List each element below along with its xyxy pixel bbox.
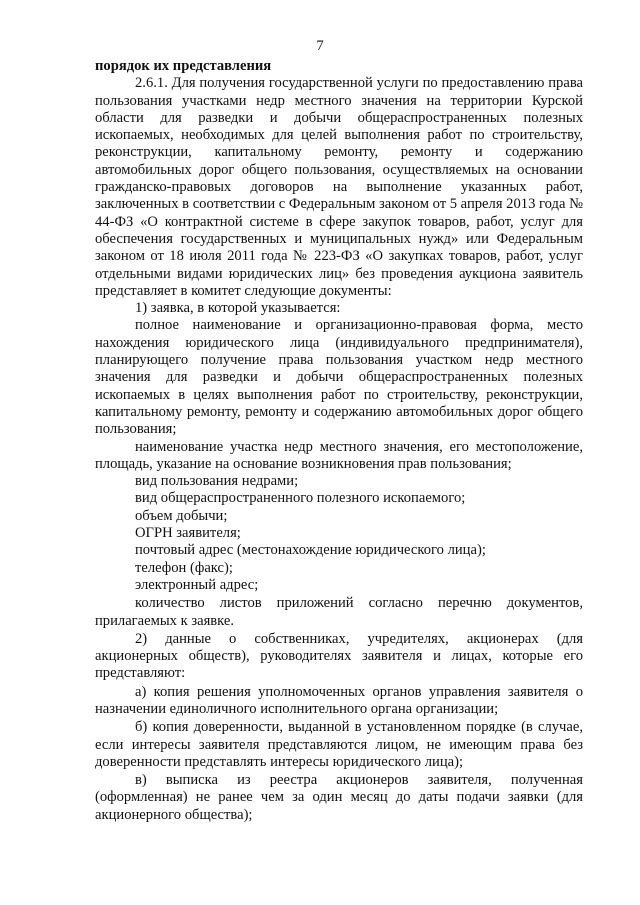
list-item-email: электронный адрес; [135,576,259,593]
list-item-phone: телефон (факс); [135,559,233,576]
paragraph-item-b: б) копия доверенности, выданной в установленном порядке (в случае, если интересы заявителя представляются лицом, не имеющим права без доверенности представлять интересы юридического лица); [95,719,583,770]
paragraph-owner-data: 2) данные о собственниках, учредителях, акционерах (для акционерных обществ), руководителях заявителя и лицах, которые его представляют: [95,630,583,682]
list-item-postal-address: почтовый адрес (местонахождение юридического лица); [135,542,486,559]
paragraph-sheet-count: количество листов приложений согласно перечню документов, прилагаемых к заявке. [95,595,583,629]
list-item-volume: объем добычи; [135,507,228,524]
list-item-mineral-type: вид общераспространенного полезного ископаемого; [135,490,466,507]
paragraph-plot-name: наименование участка недр местного значения, его местоположение, площадь, указание на основание возникновения прав пользования; [95,438,583,472]
paragraph-item-a: а) копия решения уполномоченных органов управления заявителя о назначении единоличного исполнительного органа организации; [95,683,583,717]
list-item-application: 1) заявка, в которой указывается: [135,300,341,317]
paragraph-full-name: полное наименование и организационно-правовая форма, место нахождения юридического лица (индивидуального предпринимателя), планирующего получение права пользования участком недр местного значения для разведки и добычи общераспространенных полезных ископаемых в целях выполнения работ по строительству, реконструкции, капитальному ремонту, ремонту и содержанию автомобильных дорог общего пользования; [95,317,583,438]
document-body [95,58,583,824]
paragraph-item-v: в) выписка из реестра акционеров заявителя, полученная (оформленная) не ранее чем за один месяц до даты подачи заявки (для акционерного общества); [95,772,583,823]
page-number: 7 [316,38,324,54]
section-heading: порядок их представления [95,58,272,74]
list-item-use-type: вид пользования недрами; [135,473,299,490]
paragraph-2-6-1: 2.6.1. Для получения государственной услуги по предоставлению права пользования участками недр местного значения на территории Курской области для разведки и добычи общераспространенных полезных ископаемых, необходимых для целей выполнения работ по строительству, реконструкции, капитальному ремонту, ремонту и содержанию автомобильных дорог общего пользования, осуществляемых на основании гражданско-правовых договоров на выполнение указанных работ, заключенных в соответствии с Федеральным законом от 5 апреля 2013 года № 44-ФЗ «О контрактной системе в сфере закупок товаров, работ, услуг для обеспечения государственных и муниципальных нужд» или Федеральным законом от 18 июля 2011 года № 223-ФЗ «О закупках товаров, работ, услуг отдельными видами юридических лиц» без проведения аукциона заявитель представляет в комитет следующие документы: [95,75,583,299]
list-item-ogrn: ОГРН заявителя; [135,525,241,542]
